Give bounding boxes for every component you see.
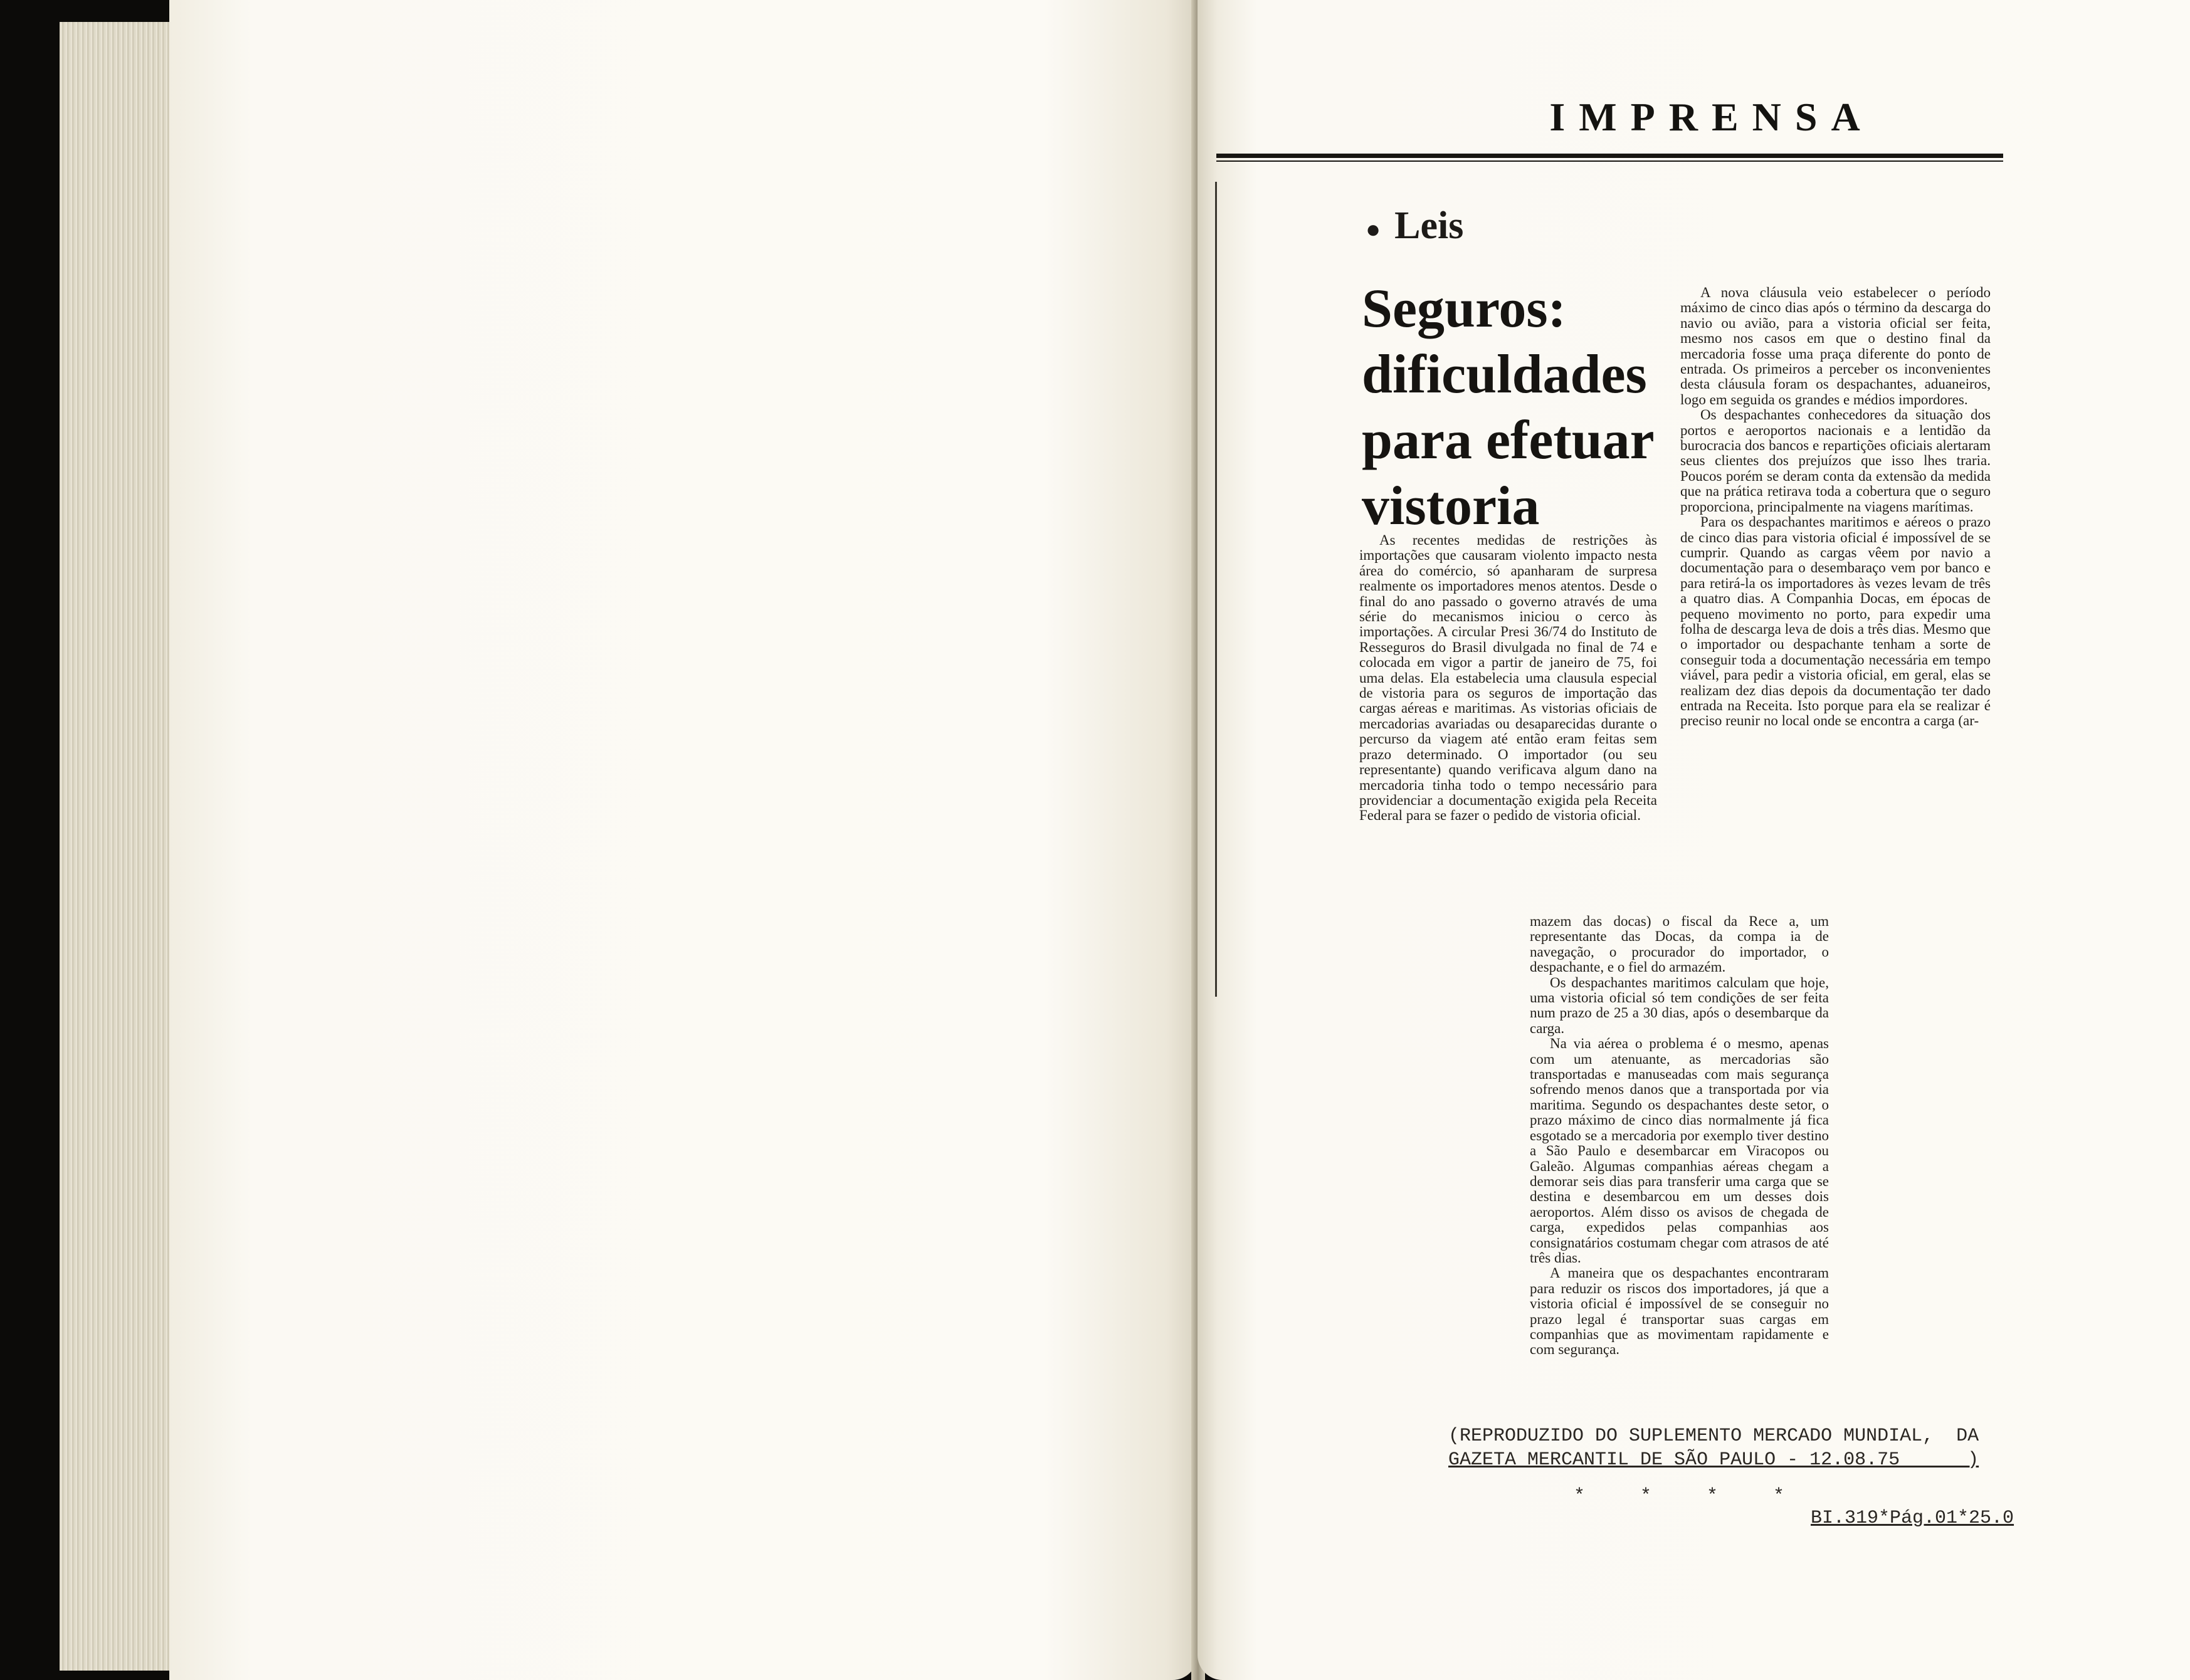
- article-column-3: [1530, 914, 1829, 1358]
- paragraph: A maneira que os despachantes encontraram para reduzir os riscos dos importadores, já que a vistoria oficial é impossível de se conseguir no prazo legal é transportar suas cargas em companhias que as movimentam rapidamente e com segurança.: [1530, 1265, 1829, 1358]
- paragraph: Os despachantes conhecedores da situação dos portos e aeroportos nacionais e a lentidão da burocracia dos bancos e repartições oficiais alertaram seus clientes dos prejuízos que isso lhes traria. Poucos porém se deram conta da extensão da medida que na prática retirava toda a cobertura que o seguro proporciona, principalmente na viagens marítimas.: [1680, 407, 1991, 515]
- article-headline: Seguros: dificuldades para efetuar vistoria: [1362, 278, 1654, 537]
- category-label: [1366, 204, 1463, 248]
- reproduction-note: [1448, 1424, 2013, 1472]
- paragraph: mazem das docas) o fiscal da Rece a, um representante das Docas, da compa ia de navegação, o procurador do importador, o despachante, e o fiel do armazém.: [1530, 913, 1829, 975]
- header-rule-thin: [1216, 160, 2003, 162]
- category-text: Leis: [1394, 204, 1464, 247]
- article-column-1: [1359, 533, 1657, 824]
- paragraph: A nova cláusula veio estabelecer o período máximo de cinco dias após o término da descarga do navio ou avião, para a vistoria oficial ser feita, mesmo nos casos em que o destino final da mercadoria fosse uma praça diferente do ponto de entrada. Os primeiros a perceber os inconvenientes desta cláusula foram os despachantes, aduaneiros, logo em seguida os grandes e médios impordores.: [1680, 285, 1991, 407]
- reproduction-line-1: (REPRODUZIDO DO SUPLEMENTO MERCADO MUNDIAL, DA: [1448, 1425, 1979, 1447]
- column-divider: [1215, 182, 1217, 997]
- article-column-2: [1680, 285, 1991, 729]
- bullet-icon: ●: [1366, 215, 1381, 244]
- page-reference: BI.319*Pág.01*25.0: [1811, 1508, 2014, 1529]
- section-header: IMPRENSA: [1549, 95, 1874, 139]
- paragraph: Na via aérea o problema é o mesmo, apenas com um atenuante, as mercadorias são transportadas e manuseadas com mais segurança sofrendo menos danos que a transportada por via maritima. Segundo os despachantes deste setor, o prazo máximo de cinco dias normalmente já fica esgotado se a mercadoria por exemplo tiver destino a São Paulo e desembarcar em Viracopos ou Galeão. Algumas companhias aéreas chegam a demorar seis dias para transferir uma carga que se destina e desembarcou em um desses dois aeroportos. Além disso os avisos de chegada de carga, expedidos pelas companhias aos consignatários costumam chegar com atrasos de até três dias.: [1530, 1036, 1829, 1266]
- paragraph: As recentes medidas de restrições às importações que causaram violento impacto nesta área do comércio, só apanharam de surpresa realmente os importadores menos atentos. Desde o final do ano passado o governo através de uma série do mecanismos iniciou o cerco às importações. A circular Presi 36/74 do Instituto de Resseguros do Brasil divulgada no final de 74 e colocada em vigor a partir de janeiro de 75, foi uma delas. Ela estabelecia uma clausula especial de vistoria para os seguros de importação das cargas aéreas e maritimas. As vistorias oficiais de mercadorias avariadas ou desaparecidas durante o percurso da viagem até então eram feitas sem prazo determinado. O importador (ou seu representante) quando verificava algum dano na mercadoria tinha todo o tempo necessário para providenciar a documentação exigida pela Receita Federal para se fazer o pedido de vistoria oficial.: [1359, 532, 1657, 824]
- paragraph: Os despachantes maritimos calculam que hoje, uma vistoria oficial só tem condições de ser feita num prazo de 25 a 30 dias, após o desembarque da carga.: [1530, 974, 1829, 1036]
- paragraph: Para os despachantes maritimos e aéreos o prazo de cinco dias para vistoria oficial é impossível de se cumprir. Quando as cargas vêem por navio a documentação para o desembaraço vem por banco e para retirá-la os importadores às vezes levam de três a quatro dias. A Companhia Docas, em épocas de pequeno movimento no porto, para expedir uma folha de descarga leva de dois a três dias. Mesmo que o importador ou despachante tenham a sorte de conseguir toda a documentação necessária em tempo viável, para pedir a vistoria oficial, em geral, elas se realizam dez dias depois da documentação ter dado entrada na Receita. Isto porque para ela se realizar é preciso reunir no local onde se encontra a carga (ar-: [1680, 514, 1991, 729]
- separator-stars: * * * *: [1574, 1486, 1785, 1507]
- header-rule: [1216, 154, 2003, 158]
- reproduction-line-2: GAZETA MERCANTIL DE SÃO PAULO - 12.08.75 ): [1448, 1449, 1979, 1471]
- left-blank-page: [169, 0, 1198, 1680]
